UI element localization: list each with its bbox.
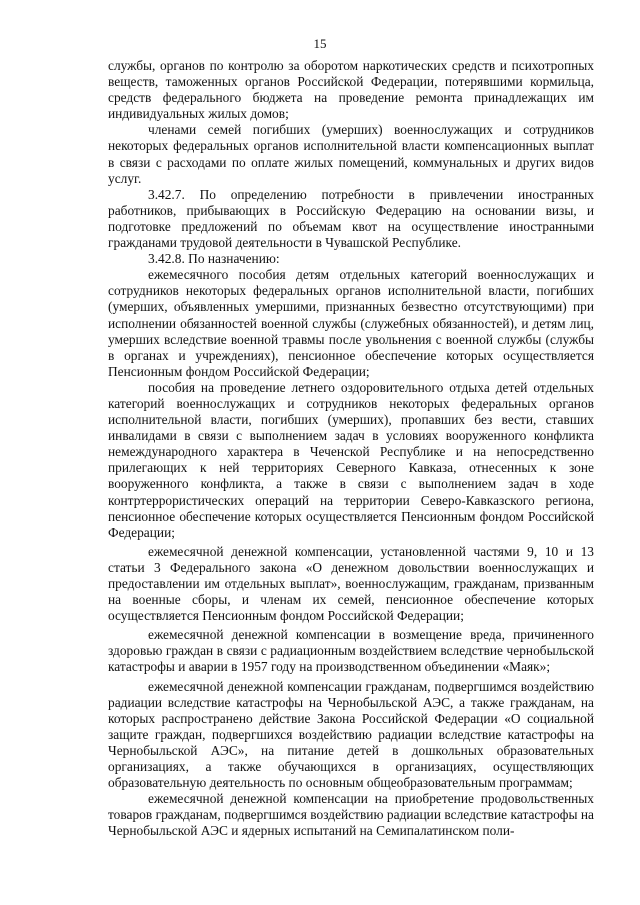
paragraph: ежемесячной денежной компенсации в возмещение вреда, причиненного здоровью граждан в связи с радиационным воздействием вследствие чернобыльской катастрофы и аварии в 1957 году на производственном объединении «Маяк»; [108, 627, 594, 675]
paragraph: 3.42.8. По назначению: [148, 251, 280, 267]
paragraph: пособия на проведение летнего оздоровительного отдыха детей отдельных категорий военнослужащих и сотрудников некоторых федеральных органов исполнительной власти, погибших (умерших), пропавших без вести, ставших инвалидами в связи с выполнением задач в условиях вооруженного конфликта немеждународного характера в Чеченской Республике и на непосредственно прилегающих к ней территориях Северного Кавказа, отнесенных к зоне вооруженного конфликта, а также в связи с выполнением задач в ходе контртеррористических операций на территории Северо-Кавказского региона, пенсионное обеспечение которых осуществляется Пенсионным фондом Российской Федерации; [108, 379, 594, 540]
body-text [108, 58, 594, 840]
paragraph-continuation: службы, органов по контролю за оборотом наркотических средств и психотропных веществ, таможенных органов Российской Федерации, потерявшими кормильца, средств федерального бюджета на проведение ремонта принадлежащих им индивидуальных жилых домов; [108, 58, 594, 122]
paragraph: членами семей погибших (умерших) военнослужащих и сотрудников некоторых федеральных органов исполнительной власти компенсационных выплат в связи с расходами по оплате жилых помещений, коммунальных и других видов услуг. [108, 122, 594, 186]
paragraph: 3.42.7. По определению потребности в привлечении иностранных работников, прибывающих в Российскую Федерацию на основании визы, и подготовке предложений по объемам квот на осуществление иностранными гражданами трудовой деятельности в Чувашской Республике. [108, 186, 594, 251]
paragraph: ежемесячной денежной компенсации на приобретение продовольственных товаров гражданам, подвергшимся воздействию радиации вследствие катастрофы на Чернобыльской АЭС и ядерных испытаний на Семипалатинском поли- [108, 791, 594, 839]
page-number: 15 [313, 36, 327, 51]
paragraph: ежемесячной денежной компенсации гражданам, подвергшимся воздействию радиации вследствие катастрофы на Чернобыльской АЭС, а также гражданам, на которых распространено действие Закона Российской Федерации «О социальной защите граждан, подвергшихся воздействию радиации вследствие катастрофы на Чернобыльской АЭС», на питание детей в дошкольных образовательных организациях, а также обучающихся в организациях, осуществляющих образовательную деятельность по основным общеобразовательным программам; [108, 678, 594, 791]
paragraph: ежемесячного пособия детям отдельных категорий военнослужащих и сотрудников некоторых федеральных органов исполнительной власти, погибших (умерших, объявленных умершими, признанных безвестно отсутствующими) при исполнении обязанностей военной службы (служебных обязанностей), и детям лиц, умерших вследствие военной травмы после увольнения с военной службы (службы в органах и учреждениях), пенсионное обеспечение которых осуществляется Пенсионным фондом Российской Федерации; [108, 267, 594, 379]
paragraph: ежемесячной денежной компенсации, установленной частями 9, 10 и 13 статьи 3 Федерального закона «О денежном довольствии военнослужащих и предоставлении им отдельных выплат», военнослужащим, гражданам, призванным на военные сборы, и членам их семей, пенсионное обеспечение которых осуществляется Пенсионным фондом Российской Федерации; [108, 543, 594, 624]
